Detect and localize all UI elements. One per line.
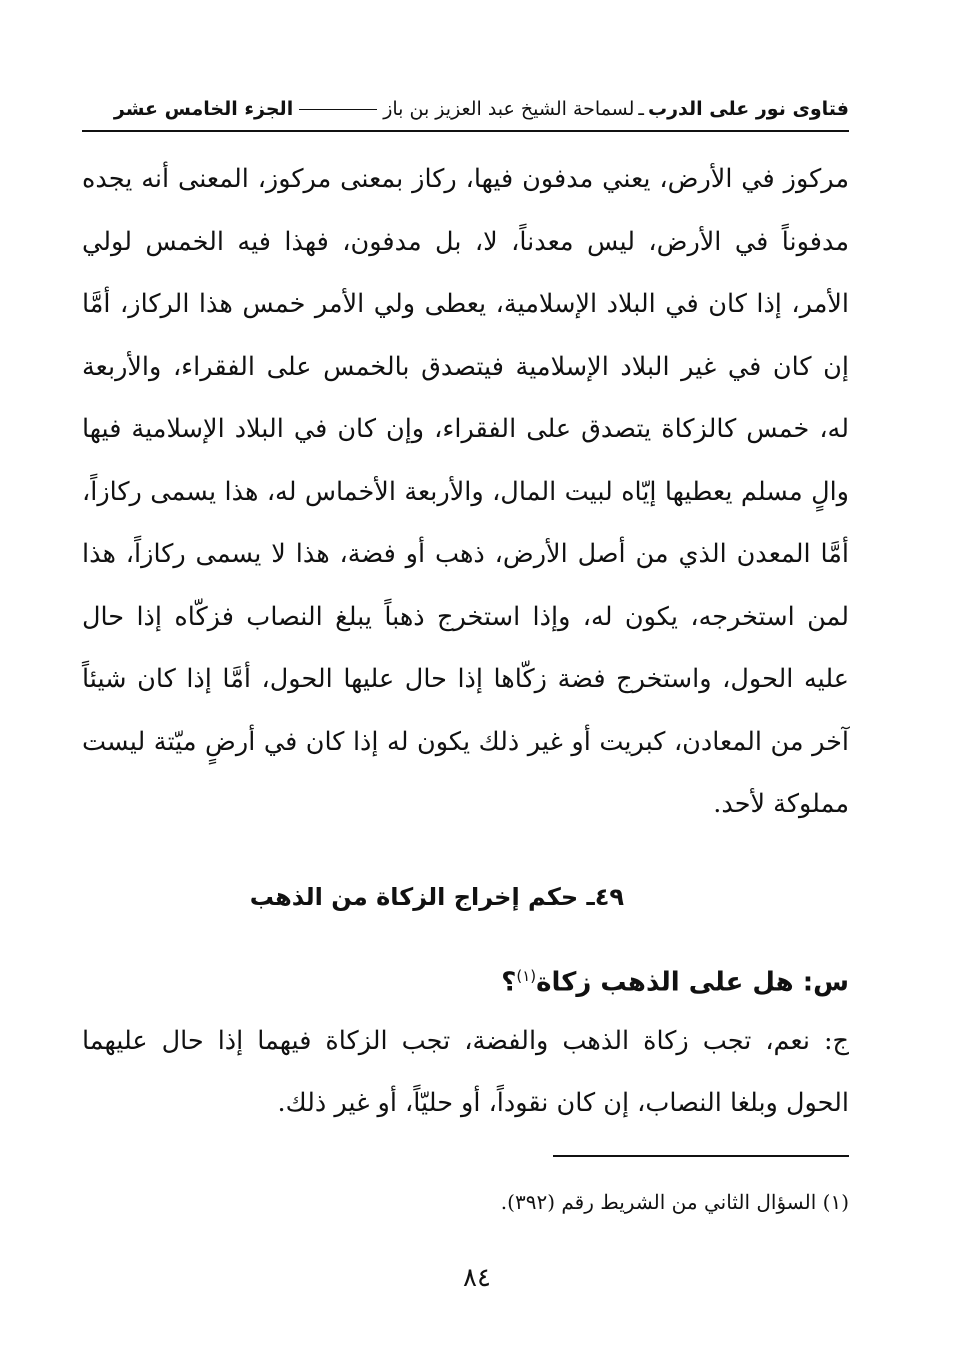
header-separator: ـ [638, 98, 644, 120]
section-heading: ٤٩ـ حكم إخراج الزكاة من الذهب [249, 883, 624, 911]
question-text: س: هل على الذهب زكاة [536, 967, 849, 998]
book-title: فتاوى نور على الدرب [648, 98, 849, 120]
body-paragraph: مركوز في الأرض، يعني مدفون فيها، ركاز بمعنى مركوز، المعنى أنه يجده مدفوناً في الأرض، ليس معدناً، لا، بل مدفون، فهذا فيه الخمس لولي الأمر، إذا كان في البلاد الإسلامية، يعطى ولي الأمر خمس هذا الركاز، أمَّا إن كان في غير البلاد الإسلامية فيتصدق بالخمس على الفقراء، والأربعة له، خمس كالزكاة يتصدق على الفقراء، وإن كان في البلاد الإسلامية فيها والٍ مسلم يعطيها إيّاه لبيت المال، والأربعة الأخماس له، هذا يسمى ركازاً، أمَّا المعدن الذي من أصل الأرض، ذهب أو فضة، هذا لا يسمى ركازاً، هذا لمن استخرجه، يكون له، وإذا استخرج ذهباً يبلغ النصاب فزكّاه إذا حال عليه الحول، واستخرج فضة زكّاها إذا حال عليها الحول، أمَّا إذا كان شيئاً آخر من المعادن، كبريت أو غير ذلك يكون له إذا كان في أرضٍ ميّتة ليست مملوكة لأحد. [82, 164, 849, 819]
main-text [82, 148, 849, 836]
question [82, 948, 849, 1011]
page-number: ٨٤ [463, 1263, 491, 1293]
author-name: لسماحة الشيخ عبد العزيز بن باز [383, 98, 635, 120]
footnote-marker: (١) [516, 967, 537, 985]
footnote-rule [553, 1155, 849, 1157]
footnote: (١) السؤال الثاني من الشريط رقم (٣٩٢). [500, 1190, 849, 1214]
question-mark: ؟ [501, 967, 517, 998]
answer-text: ج: نعم، تجب زكاة الذهب والفضة، تجب الزكاة فيهما إذا حال عليهما الحول وبلغا النصاب، إن كان نقوداً، أو حليّاً، أو غير ذلك. [82, 1026, 849, 1118]
header-dash-rule [299, 109, 377, 110]
answer [82, 1010, 849, 1134]
running-header [82, 92, 849, 126]
header-rule [82, 130, 849, 132]
volume-part: الجزء الخامس عشر [113, 98, 294, 120]
